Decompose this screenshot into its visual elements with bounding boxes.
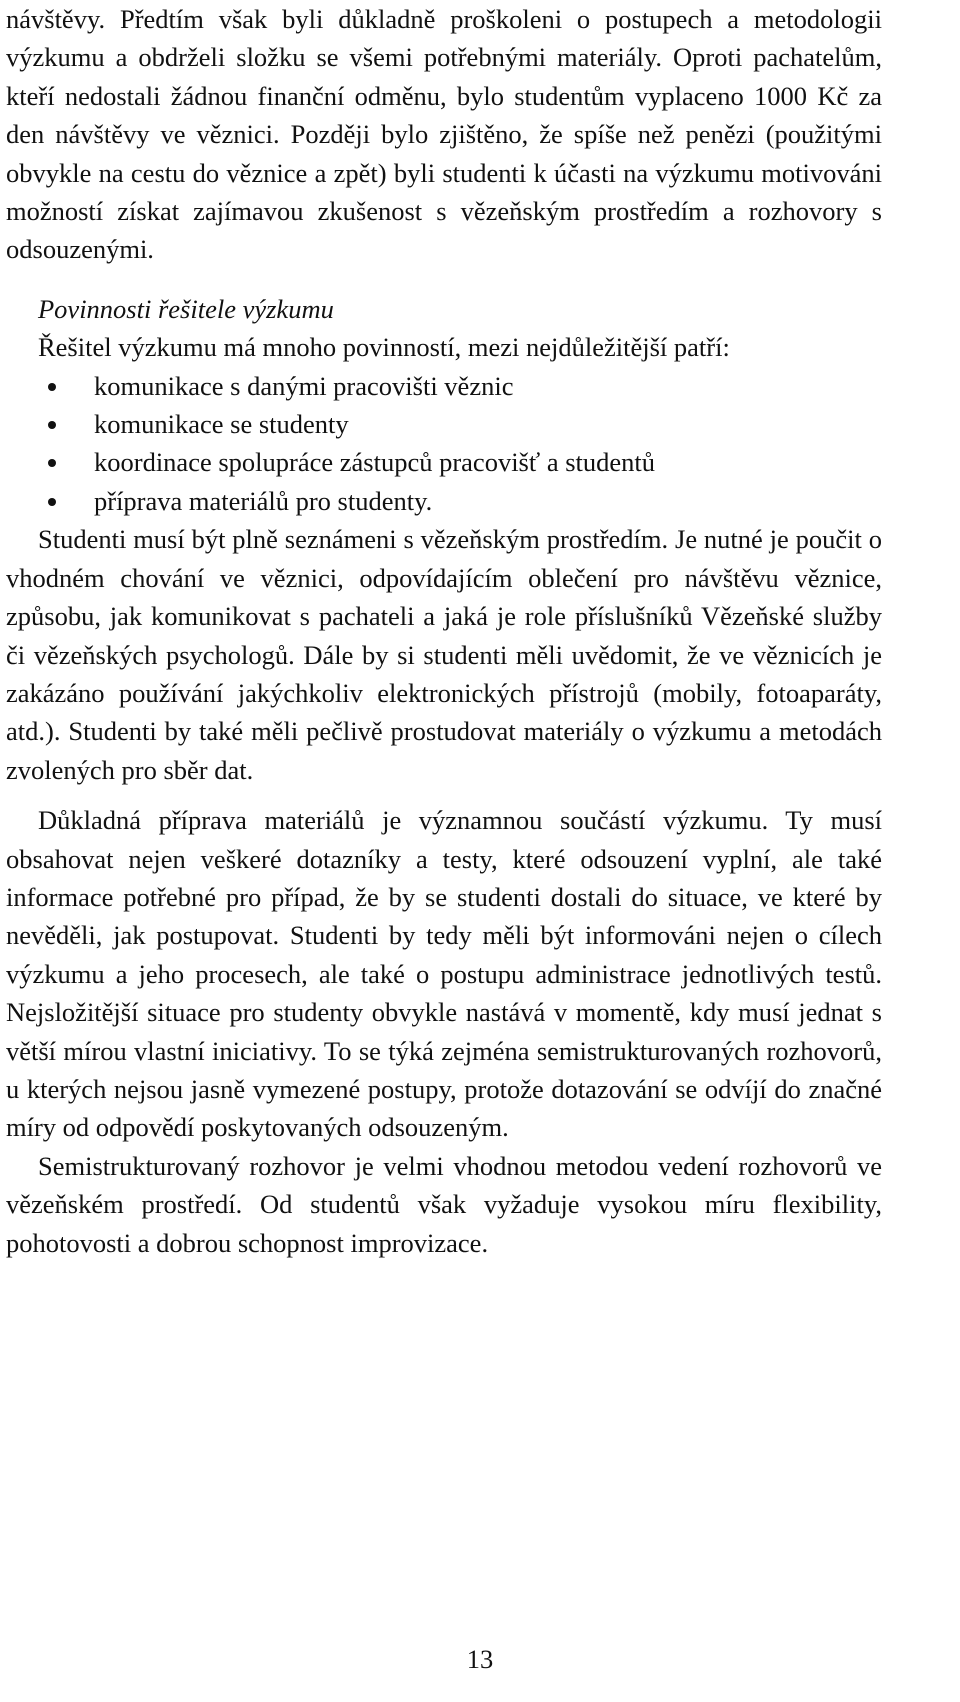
list-item-text: koordinace spolupráce zástupců pracovišť a studentů — [94, 447, 656, 478]
list-item-text: komunikace se studenty — [94, 409, 349, 440]
list-item — [6, 405, 882, 443]
list-item-text: příprava materiálů pro studenty. — [94, 485, 433, 516]
bullet-icon — [48, 383, 56, 391]
section-heading: Povinnosti řešitele výzkumu — [38, 293, 334, 324]
duties-intro-paragraph: Řešitel výzkumu má mnoho povinností, mezi nejdůležitější patří: — [38, 332, 730, 363]
duties-list — [6, 367, 882, 521]
list-item — [6, 443, 882, 481]
body-paragraph-intro: návštěvy. Předtím však byli důkladně proškoleni o postupech a metodologii výzkumu a obdrželi složku se všemi potřebnými materiály. Oproti pachatelům, kteří nedostali žádnou finanční odměnu, bylo studentům vyplaceno 1000 Kč za den návštěvy ve věznici. Později bylo zjištěno, že spíše než penězi (použitými obvykle na cestu do věznice a zpět) byli studenti k účasti na výzkumu motivováni možností získat zajímavou zkušenost s vězeňským prostředím a rozhovory s odsouzenými. — [6, 4, 882, 265]
bullet-icon — [48, 421, 56, 429]
list-item-text: komunikace s danými pracovišti věznic — [94, 370, 514, 401]
page-number: 13 — [466, 1644, 494, 1674]
body-paragraph-materials: Důkladná příprava materiálů je významnou součástí výzkumu. Ty musí obsahovat nejen veškeré dotazníky a testy, které odsouzení vyplní, ale také informace potřebné pro případ, že by se studenti dostali do situace, ve které by nevěděli, jak postupovat. Studenti by tedy měli být informováni nejen o cílech výzkumu a jeho procesech, ale také o postupu administrace jednotlivých testů. Nejsložitější situace pro studenty obvykle nastává v momentě, kdy musí jednat s větší mírou vlastní iniciativy. To se týká zejména semistrukturovaných rozhovorů, u kterých nejsou jasně vymezené postupy, protože dotazování se odvíjí do značné míry od odpovědí poskytovaných odsouzeným. — [6, 805, 882, 1143]
list-item — [6, 482, 882, 520]
body-paragraph-interview: Semistrukturovaný rozhovor je velmi vhodnou metodou vedení rozhovorů ve vězeňském prostředí. Od studentů však vyžaduje vysokou míru flexibility, pohotovosti a dobrou schopnost improvizace. — [6, 1150, 882, 1258]
bullet-icon — [48, 459, 56, 467]
bullet-icon — [48, 498, 56, 506]
body-paragraph-students: Studenti musí být plně seznámeni s vězeňským prostředím. Je nutné je poučit o vhodném chování ve věznici, odpovídajícím oblečení pro návštěvu věznice, způsobu, jak komunikovat s pachateli a jaká je role příslušníků Vězeňské služby či vězeňských psychologů. Dále by si studenti měli uvědomit, že ve věznicích je zakázáno používání jakýchkoliv elektronických přístrojů (mobily, fotoaparáty, atd.). Studenti by také měli pečlivě prostudovat materiály o výzkumu a metodách zvolených pro sběr dat. — [6, 524, 882, 785]
list-item — [6, 367, 882, 405]
